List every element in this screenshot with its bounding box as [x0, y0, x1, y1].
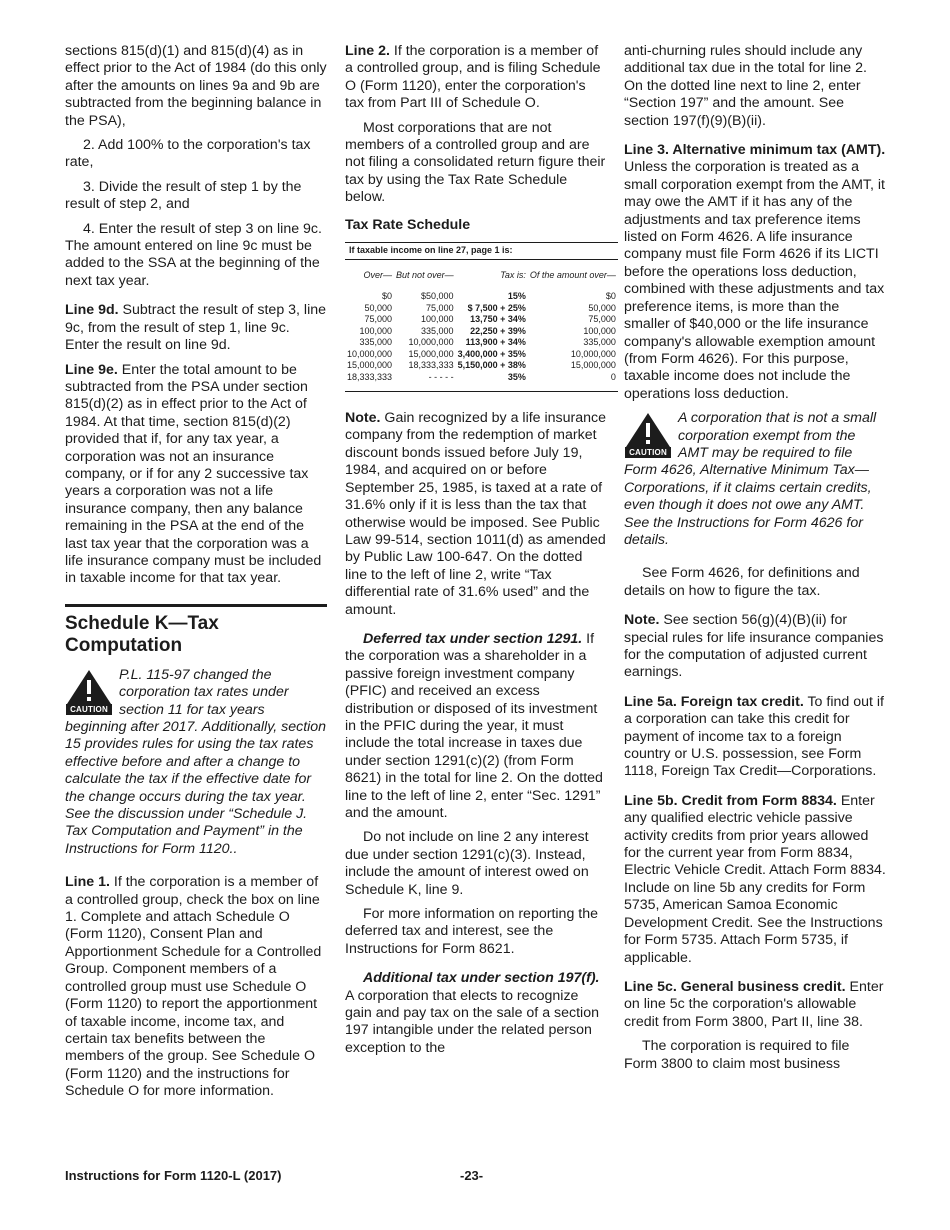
table-header: Tax is: [500, 269, 526, 280]
table-cell: 113,900 + 34% [465, 337, 526, 348]
table-cell: $50,000 [421, 291, 454, 302]
line-5b-text: Enter any qualified electric vehicle passive activity credits from prior years allowed for the current year from Form 8834, Electric Vehicle Credit. Attach Form 8834. Include on line 5b any credits for Form 5735, American Samoa Economic Development Credit. See the Instructions for Form 5735. Attach Form 5735, if applicable. [624, 792, 886, 966]
line-1-text: If the corporation is a member of a controlled group, check the box on line 1. Complete and attach Schedule O (Form 1120), Consent Plan and Apportionment Schedule for a Controlled Group. Component members of a controlled group must use Schedule O (Form 1120) to report the apportionment of taxable income, income tax, and certain tax benefits between the members of the group. See Schedule O (Form 1120) and the instructions for Schedule O for more information. [65, 874, 322, 1100]
line-9d-paragraph [65, 302, 327, 354]
line-5a-heading: Line 5a. Foreign tax credit. [624, 693, 804, 710]
table-cell: 15,000,000 [570, 360, 616, 371]
tax-rate-schedule-heading: Tax Rate Schedule [345, 216, 471, 233]
table-cell: $ 7,500 + 25% [467, 302, 526, 313]
table-cell: 75,000 [426, 302, 454, 313]
paragraph: sections 815(d)(1) and 815(d)(4) as in effect prior to the Act of 1984 (do this only after the amounts on lines 9a and 9b are subtracted from the beginning balance in the PSA), [65, 43, 327, 129]
note-heading: Note. [624, 612, 660, 629]
tax-rate-table [345, 242, 618, 392]
line-3-heading: Line 3. Alternative minimum tax (AMT). [624, 142, 886, 159]
table-cell: 10,000,000 [408, 337, 454, 348]
caution-icon [624, 412, 672, 458]
step-3: 3. Divide the result of step 1 by the result of step 2, and [65, 178, 302, 213]
page-number: -23- [460, 1168, 484, 1183]
caution-note [624, 410, 886, 549]
line-9e-heading: Line 9e. [65, 361, 118, 378]
paragraph: Most corporations that are not members of a controlled group and are not filing a consolidated return figure their tax by using the Tax Rate Schedule below. [345, 119, 606, 206]
table-cell: - - - - - [394, 372, 456, 392]
line-1-paragraph [65, 874, 327, 1100]
line-5c-paragraph [624, 979, 886, 1031]
paragraph: See Form 4626, for definitions and details on how to figure the tax. [624, 565, 860, 599]
table-cell: 75,000 [364, 314, 393, 325]
line-9d-text: Subtract the result of step 3, line 9c, from the result of step 1, line 9c. Enter the result on line 9d. [65, 302, 327, 354]
table-cell: $0 [382, 291, 393, 302]
caution-icon [65, 669, 113, 715]
additional-tax-heading: Additional tax under section 197(f). [363, 970, 600, 987]
table-cell: 5,150,000 + 38% [457, 360, 526, 371]
paragraph: The corporation is required to file Form 3800 to claim most business [624, 1038, 850, 1072]
caution-text: A corporation that is not a small corporation exempt from the AMT may be required to file Form 4626, Alternative Minimum Tax—Corporations, if it claims certain credits, even though it does not owe any AMT. See the Instructions for Form 4626 for details. [624, 410, 877, 548]
line-5a-text: To find out if a corporation can take this credit for payment of income tax to a foreign country or U.S. possession, see Form 1118, Foreign Tax Credit—Corporations. [624, 693, 884, 780]
table-cell: $0 [605, 291, 616, 302]
paragraph: For more information on reporting the deferred tax and interest, see the Instructions for Form 8621. [345, 906, 598, 957]
table-row [345, 349, 618, 361]
table-row [345, 337, 618, 349]
table-row [345, 326, 618, 338]
table-cell: 50,000 [364, 302, 393, 313]
line-2-text: If the corporation is a member of a controlled group, and is filing Schedule O (Form 1120), enter the corporation's tax from Part III of Schedule O. [345, 43, 601, 112]
table-cell: 100,000 [359, 325, 393, 336]
table-row [345, 372, 618, 392]
caution-text: P.L. 115-97 changed the corporation tax rates under section 11 for tax years beginning after 2017. Additionally, section 15 provides rules for using the tax rates effective before and after a change to calculate the tax if the effective date for the change occurs during the tax year. See the discussion under “Schedule J. Tax Computation and Payment” in the Instructions for Form 1120.. [65, 666, 327, 857]
table-cell: 50,000 [588, 302, 616, 313]
table-cell: 100,000 [421, 314, 454, 325]
table-caption: If taxable income on line 27, page 1 is: [345, 243, 618, 260]
line-5c-heading: Line 5c. General business credit. [624, 978, 846, 995]
table-cell: 10,000,000 [570, 348, 616, 359]
column-right [624, 43, 886, 1080]
table-cell: 75,000 [588, 314, 616, 325]
additional-tax-paragraph [345, 970, 607, 1057]
line-1-heading: Line 1. [65, 874, 110, 891]
table-header: Over— [363, 269, 393, 280]
caution-label: CAUTION [625, 447, 671, 458]
table-cell: 10,000,000 [347, 348, 393, 359]
section-divider [65, 604, 327, 607]
caution-label: CAUTION [66, 704, 112, 715]
table-row [345, 289, 618, 303]
line-3-paragraph [624, 142, 886, 403]
footer-title: Instructions for Form 1120-L (2017) [65, 1168, 282, 1183]
table-cell: 15% [507, 291, 526, 302]
line-2-paragraph [345, 43, 607, 113]
table-cell: 335,000 [583, 337, 616, 348]
line-3-text: Unless the corporation is treated as a small corporation exempt from the AMT, it may owe the AMT if it has any of the adjustments and tax preference items listed on Form 4626. A life insurance company must file Form 4626 if its LICTI before the operations loss deduction, combined with these adjustments and tax preference items, is more than the smaller of $40,000 or the life insurance company's allowable exemption amount (from Form 4626). For this purpose, taxable income does not include the operations loss deduction. [624, 159, 885, 402]
paragraph: anti-churning rules should include any additional tax due in the total for line 2. On the dotted line next to line 2, enter “Section 197” and the amount. See section 197(f)(9)(B)(ii). [624, 43, 867, 129]
table-cell: 13,750 + 34% [470, 314, 526, 325]
deferred-tax-paragraph [345, 631, 607, 822]
step-2: 2. Add 100% to the corporation's tax rate, [65, 137, 311, 171]
additional-tax-text: A corporation that elects to recognize gain and pay tax on the sale of a section 197 intangible under the related person exception to the [345, 987, 599, 1056]
line-2-heading: Line 2. [345, 43, 390, 59]
table-cell: 22,250 + 39% [470, 325, 526, 336]
paragraph: Do not include on line 2 any interest due under section 1291(c)(3). Instead, include the amount of interest owed on Schedule K, line 9. [345, 829, 589, 898]
line-5b-paragraph [624, 793, 886, 967]
note-paragraph [624, 612, 886, 682]
step-4: 4. Enter the result of step 3 on line 9c. The amount entered on line 9c must be added to the SSA at the beginning of the next tax year. [65, 220, 322, 289]
table-header: Of the amount over— [529, 269, 616, 280]
line-9e-paragraph [65, 362, 327, 588]
table-cell: 335,000 [421, 325, 454, 336]
deferred-tax-heading: Deferred tax under section 1291. [363, 630, 583, 647]
line-5c-text: Enter on line 5c the corporation's allowable credit from Form 3800, Part II, line 38. [624, 978, 884, 1030]
table-cell: 15,000,000 [347, 360, 393, 371]
column-middle [345, 43, 616, 1064]
line-5a-paragraph [624, 694, 886, 781]
table-cell: 335,000 [359, 337, 393, 348]
line-9e-text: Enter the total amount to be subtracted from the PSA under section 815(d)(2) as in effect prior to the Act of 1984. At that time, section 815(d)(2) provided that if, for any tax year, a corporation was not an insurance company, or if for any 2 successive tax years a corporation was not a life insurance company, then any balance remaining in the PSA at the end of the last tax year that the corporation was a life insurance company must be included in taxable income for that tax year. [65, 361, 322, 587]
table-cell: 15,000,000 [408, 348, 454, 359]
column-left [65, 43, 327, 1108]
section-title: Schedule K—Tax Computation [65, 612, 219, 656]
note-text: Gain recognized by a life insurance company from the redemption of market discount bonds issued before July 19, 1984, and acquired on or before September 25, 1985, is taxed at a rate of 31.6% only if it is less than the tax that otherwise would be imposed. See Public Law 99-514, section 1011(d) as amended by Public Law 100-647. On the dotted line to the left of line 2, write “Tax differential rate of 31.6% used” and the amount. [345, 410, 607, 618]
note-paragraph [345, 410, 607, 619]
table-cell: 18,333,333 [345, 372, 394, 392]
deferred-tax-text: If the corporation was a shareholder in a passive foreign investment company (PFIC) and received an excess distribution or disposed of its investment in the PFIC during the year, it must include the total increase in taxes due under section 1291(c)(2) (from Form 8621) in the total for line 2. On the dotted line to the left of line 2, enter “Sec. 1291” and the amount. [345, 630, 603, 821]
table-cell: 0 [528, 372, 618, 392]
table-row [345, 360, 618, 372]
table-cell: 100,000 [583, 325, 616, 336]
table-cell: 35% [456, 372, 528, 392]
line-5b-heading: Line 5b. Credit from Form 8834. [624, 792, 837, 809]
table-row [345, 314, 618, 326]
note-text: See section 56(g)(4)(B)(ii) for special rules for life insurance companies for the computation of adjusted current earnings. [624, 612, 884, 681]
table-header: But not over— [396, 269, 454, 280]
note-heading: Note. [345, 410, 381, 427]
caution-note [65, 667, 327, 858]
table-row [345, 303, 618, 315]
table-cell: 3,400,000 + 35% [457, 348, 526, 359]
line-9d-heading: Line 9d. [65, 302, 119, 319]
table-cell: 18,333,333 [408, 360, 454, 371]
